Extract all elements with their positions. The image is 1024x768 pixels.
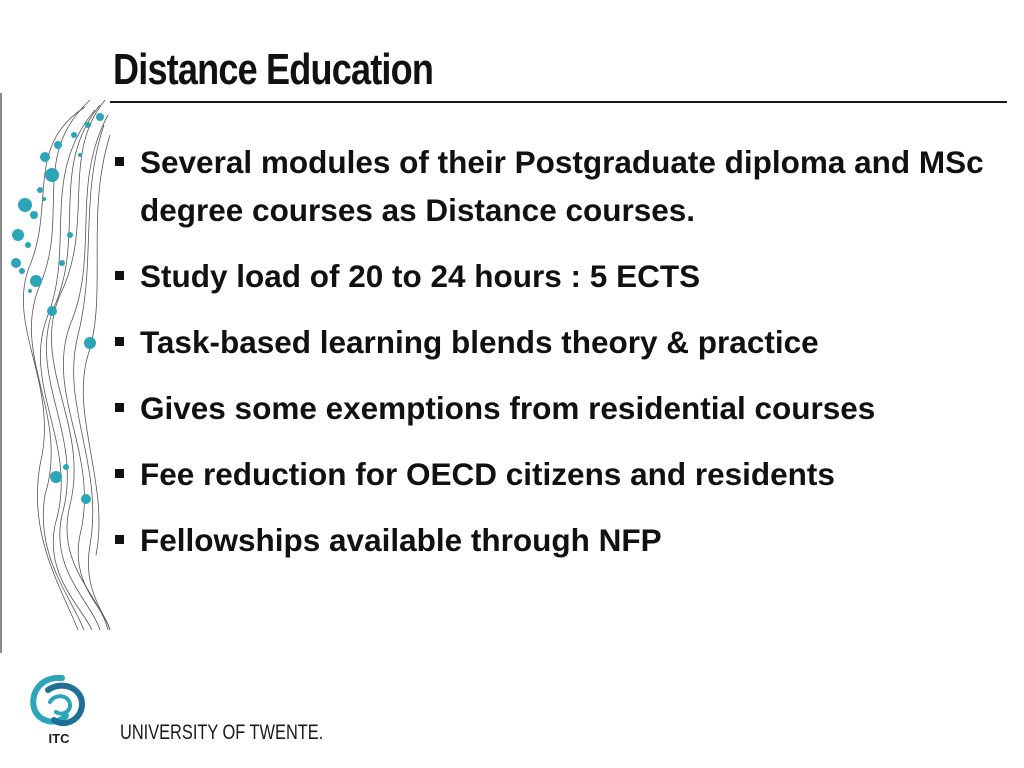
institution-name: UNIVERSITY OF TWENTE. (120, 721, 324, 744)
logo-text: ITC (48, 731, 70, 746)
bullet-text: Task-based learning blends theory & practice (140, 324, 819, 360)
bullet-list (113, 138, 993, 582)
square-bullet-icon (115, 271, 124, 280)
bullet-item (113, 252, 993, 300)
square-bullet-icon (115, 535, 124, 544)
bullet-text: Fee reduction for OECD citizens and residents (140, 456, 835, 492)
itc-logo-icon (26, 670, 92, 746)
decorative-curves-icon (0, 95, 112, 635)
bullet-item (113, 384, 993, 432)
square-bullet-icon (115, 337, 124, 346)
bullet-item (113, 138, 993, 234)
title-divider (110, 101, 1007, 103)
bullet-text: Study load of 20 to 24 hours : 5 ECTS (140, 258, 701, 294)
slide-title: Distance Education (113, 45, 434, 94)
square-bullet-icon (115, 403, 124, 412)
bullet-item (113, 450, 993, 498)
bullet-text: Several modules of their Postgraduate diploma and MSc degree courses as Distance courses. (140, 144, 984, 228)
square-bullet-icon (115, 157, 124, 166)
bullet-item (113, 516, 993, 564)
bullet-text: Fellowships available through NFP (140, 522, 662, 558)
bullet-item (113, 318, 993, 366)
bullet-text: Gives some exemptions from residential courses (140, 390, 876, 426)
square-bullet-icon (115, 469, 124, 478)
